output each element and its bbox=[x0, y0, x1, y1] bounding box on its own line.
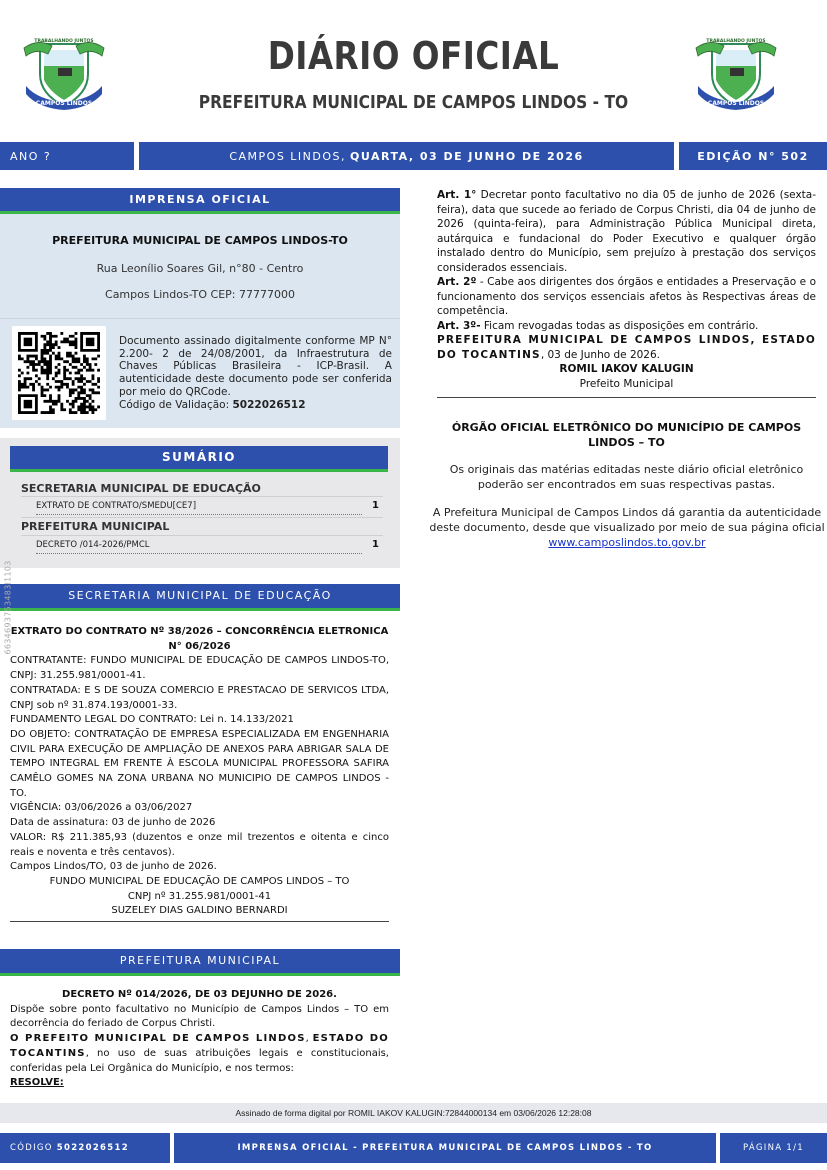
svg-text:TRABALHANDO JUNTOS: TRABALHANDO JUNTOS bbox=[706, 39, 766, 44]
qr-finder-center bbox=[86, 338, 94, 346]
page-header bbox=[0, 0, 827, 140]
divider bbox=[21, 517, 383, 518]
divider bbox=[10, 921, 389, 922]
summary-item[interactable]: EXTRATO DE CONTRATO/SMEDU[CE7] bbox=[36, 501, 362, 515]
article-3: Art. 3º- Ficam revogadas todas as disposições em contrário. bbox=[437, 319, 759, 332]
contract-title: EXTRATO DO CONTRATO Nº 38/2026 – CONCORRÊNCIA ELETRONICA N° 06/2026 bbox=[10, 626, 389, 652]
qr-finder-center bbox=[24, 338, 32, 346]
qr-finder-center bbox=[24, 400, 32, 408]
year-cell: ANO ? bbox=[0, 142, 134, 170]
imprensa-panel bbox=[0, 188, 400, 428]
vigencia: VIGÊNCIA: 03/06/2026 a 03/06/2027 bbox=[10, 802, 193, 814]
document-watermark: 6634693753483l1103 bbox=[3, 560, 13, 655]
date-cell: CAMPOS LINDOS, QUARTA, 03 DE JUNHO DE 2026 bbox=[139, 142, 674, 170]
digital-signature-bar: Assinado de forma digital por ROMIL IAKOV KALUGIN:72844000134 em 03/06/2026 12:28:08 bbox=[0, 1103, 827, 1123]
summary-section-title: SECRETARIA MUNICIPAL DE EDUCAÇÃO bbox=[21, 482, 261, 495]
divider bbox=[21, 535, 383, 536]
local-data: Campos Lindos/TO, 03 de junho de 2026. bbox=[10, 861, 217, 873]
orgao-originals: Os originais das matérias editadas neste diário oficial eletrônico poderão ser encontrados em suas respectivas pastas. bbox=[449, 463, 804, 491]
decree-intro bbox=[10, 988, 389, 1091]
summary-item-page: 1 bbox=[372, 539, 379, 550]
signature-name: SUZELEY DIAS GALDINO BERNARDI bbox=[111, 905, 288, 917]
signature-entity: FUNDO MUNICIPAL DE EDUCAÇÃO DE CAMPOS LINDOS – TO bbox=[49, 875, 350, 887]
valor: VALOR: R$ 211.385,93 (duzentos e onze mil trezentos e oitenta e cinco reais e noventa e três centavos). bbox=[10, 831, 389, 858]
imprensa-heading: IMPRENSA OFICIAL bbox=[0, 188, 400, 214]
municipal-crest-icon bbox=[690, 30, 782, 112]
fundamento-legal: FUNDAMENTO LEGAL DO CONTRATO: Lei n. 14.133/2021 bbox=[10, 714, 294, 726]
resolve-label: RESOLVE: bbox=[10, 1077, 64, 1089]
signer-name: ROMIL IAKOV KALUGIN bbox=[559, 363, 694, 375]
page-subtitle: PREFEITURA MUNICIPAL DE CAMPOS LINDOS - TO bbox=[198, 92, 629, 113]
decree-title: DECRETO Nº 014/2026, DE 03 DEJUNHO DE 2026. bbox=[62, 989, 337, 1000]
footer-title: IMPRENSA OFICIAL - PREFEITURA MUNICIPAL DE CAMPOS LINDOS - TO bbox=[174, 1133, 716, 1163]
imprensa-name: PREFEITURA MUNICIPAL DE CAMPOS LINDOS-TO bbox=[52, 234, 348, 247]
section-heading-educacao: SECRETARIA MUNICIPAL DE EDUCAÇÃO bbox=[0, 584, 400, 611]
decree-articles bbox=[437, 188, 816, 391]
edition-cell: EDIÇÃO N° 502 bbox=[679, 142, 827, 170]
decree-preamble: O PREFEITO MUNICIPAL DE CAMPOS LINDOS, ESTADO DO TOCANTINS, no uso de suas atribuições legais e constitucionais, conferidas pela Lei Orgânica do Município, e nos termos: bbox=[10, 1033, 390, 1074]
article-1: Art. 1° Decretar ponto facultativo no dia 05 de junho de 2026 (sexta-feira), data que sucede ao feriado de Corpus Christi, dia 04 de junho de 2026 (quinta-feira), para Administração Pública Municipal direta, autárquica e fundacional do Poder Executivo e qualquer órgão instalado dentro do Município, sem prejuízo à prestação dos serviços considerados essenciais. bbox=[437, 189, 816, 274]
qr-code[interactable] bbox=[12, 326, 106, 420]
qr-code-icon bbox=[18, 332, 100, 414]
summary-item-page: 1 bbox=[372, 500, 379, 511]
imprensa-address: Rua Leonílio Soares Gil, n°80 - Centro bbox=[96, 262, 304, 275]
decree-closing: PREFEITURA MUNICIPAL DE CAMPOS LINDOS, ESTADO DO TOCANTINS, 03 de Junho de 2026. bbox=[437, 334, 816, 361]
contratada: CONTRATADA: E S DE SOUZA COMERCIO E PRESTACAO DE SERVICOS LTDA, CNPJ sob nº 31.874.193/0001-33. bbox=[10, 684, 389, 711]
summary-section-title: PREFEITURA MUNICIPAL bbox=[21, 520, 170, 533]
objeto: DO OBJETO: CONTRATAÇÃO DE EMPRESA ESPECIALIZADA EM ENGENHARIA CIVIL PARA EXECUÇÃO DE AMPLIAÇÃO DE ANEXOS PARA ABRIGAR SALA DE TEMPO INTEGRAL EM FRENTE À ESCOLA MUNICIPAL PROFESSORA SAFIRA CAMÊLO GOMES NA ZONA URBANA NO MUNICIPIO DE CAMPOS LINDOS - TO. bbox=[10, 728, 389, 799]
divider bbox=[437, 397, 816, 398]
digital-signature-note: Documento assinado digitalmente conforme MP N° 2.200- 2 de 24/08/2001, da Infraestrutura de Chaves Públicas Brasileira - ICP-Brasil. A autenticidade deste documento pode ser conferida por meio do QRCode. Código de Validação: 5022026512 bbox=[119, 335, 392, 411]
divider bbox=[21, 496, 383, 497]
footer-page: PÁGINA 1/1 bbox=[720, 1133, 827, 1163]
page-title: DIÁRIO OFICIAL bbox=[267, 34, 560, 78]
data-assinatura: Data de assinatura: 03 de junho de 2026 bbox=[10, 817, 216, 829]
contract-extract bbox=[10, 625, 389, 922]
signer-role: Prefeito Municipal bbox=[579, 377, 674, 390]
validation-code: 5022026512 bbox=[232, 398, 306, 411]
divider bbox=[0, 318, 400, 319]
svg-text:TRABALHANDO JUNTOS: TRABALHANDO JUNTOS bbox=[34, 39, 94, 44]
svg-text:CAMPOS LINDOS: CAMPOS LINDOS bbox=[35, 100, 93, 107]
signature-cnpj: CNPJ nº 31.255.981/0001-41 bbox=[127, 890, 272, 902]
orgao-authenticity: A Prefeitura Municipal de Campos Lindos dá garantia da autenticidade deste documento, desde que visualizado por meio de sua página oficial www.camposlindos.to.gov.br bbox=[429, 506, 825, 549]
summary-panel bbox=[0, 438, 400, 568]
imprensa-cep: Campos Lindos-TO CEP: 77777000 bbox=[105, 288, 295, 301]
summary-heading: SUMÁRIO bbox=[10, 446, 388, 472]
svg-text:CAMPOS LINDOS: CAMPOS LINDOS bbox=[707, 100, 765, 107]
orgao-title: ÓRGÃO OFICIAL ELETRÔNICO DO MUNICÍPIO DE CAMPOS LINDOS – TO bbox=[451, 421, 802, 449]
footer-code: CÓDIGO 5022026512 bbox=[0, 1133, 170, 1163]
official-site-link[interactable]: www.camposlindos.to.gov.br bbox=[548, 536, 706, 549]
article-2: Art. 2º - Cabe aos dirigentes dos órgãos e entidades a Preservação e o funcionamento dos serviços essenciais afetos às Respectivas áreas de competência. bbox=[437, 276, 817, 317]
decree-dispoe: Dispõe sobre ponto facultativo no Município de Campos Lindos – TO em decorrência do feriado de Corpus Christi. bbox=[10, 1003, 389, 1030]
contratante: CONTRATANTE: FUNDO MUNICIPAL DE EDUCAÇÃO DE CAMPOS LINDOS-TO, CNPJ: 31.255.981/0001-41. bbox=[10, 655, 389, 682]
section-heading-prefeitura: PREFEITURA MUNICIPAL bbox=[0, 949, 400, 976]
summary-item[interactable]: DECRETO /014-2026/PMCL bbox=[36, 540, 362, 554]
